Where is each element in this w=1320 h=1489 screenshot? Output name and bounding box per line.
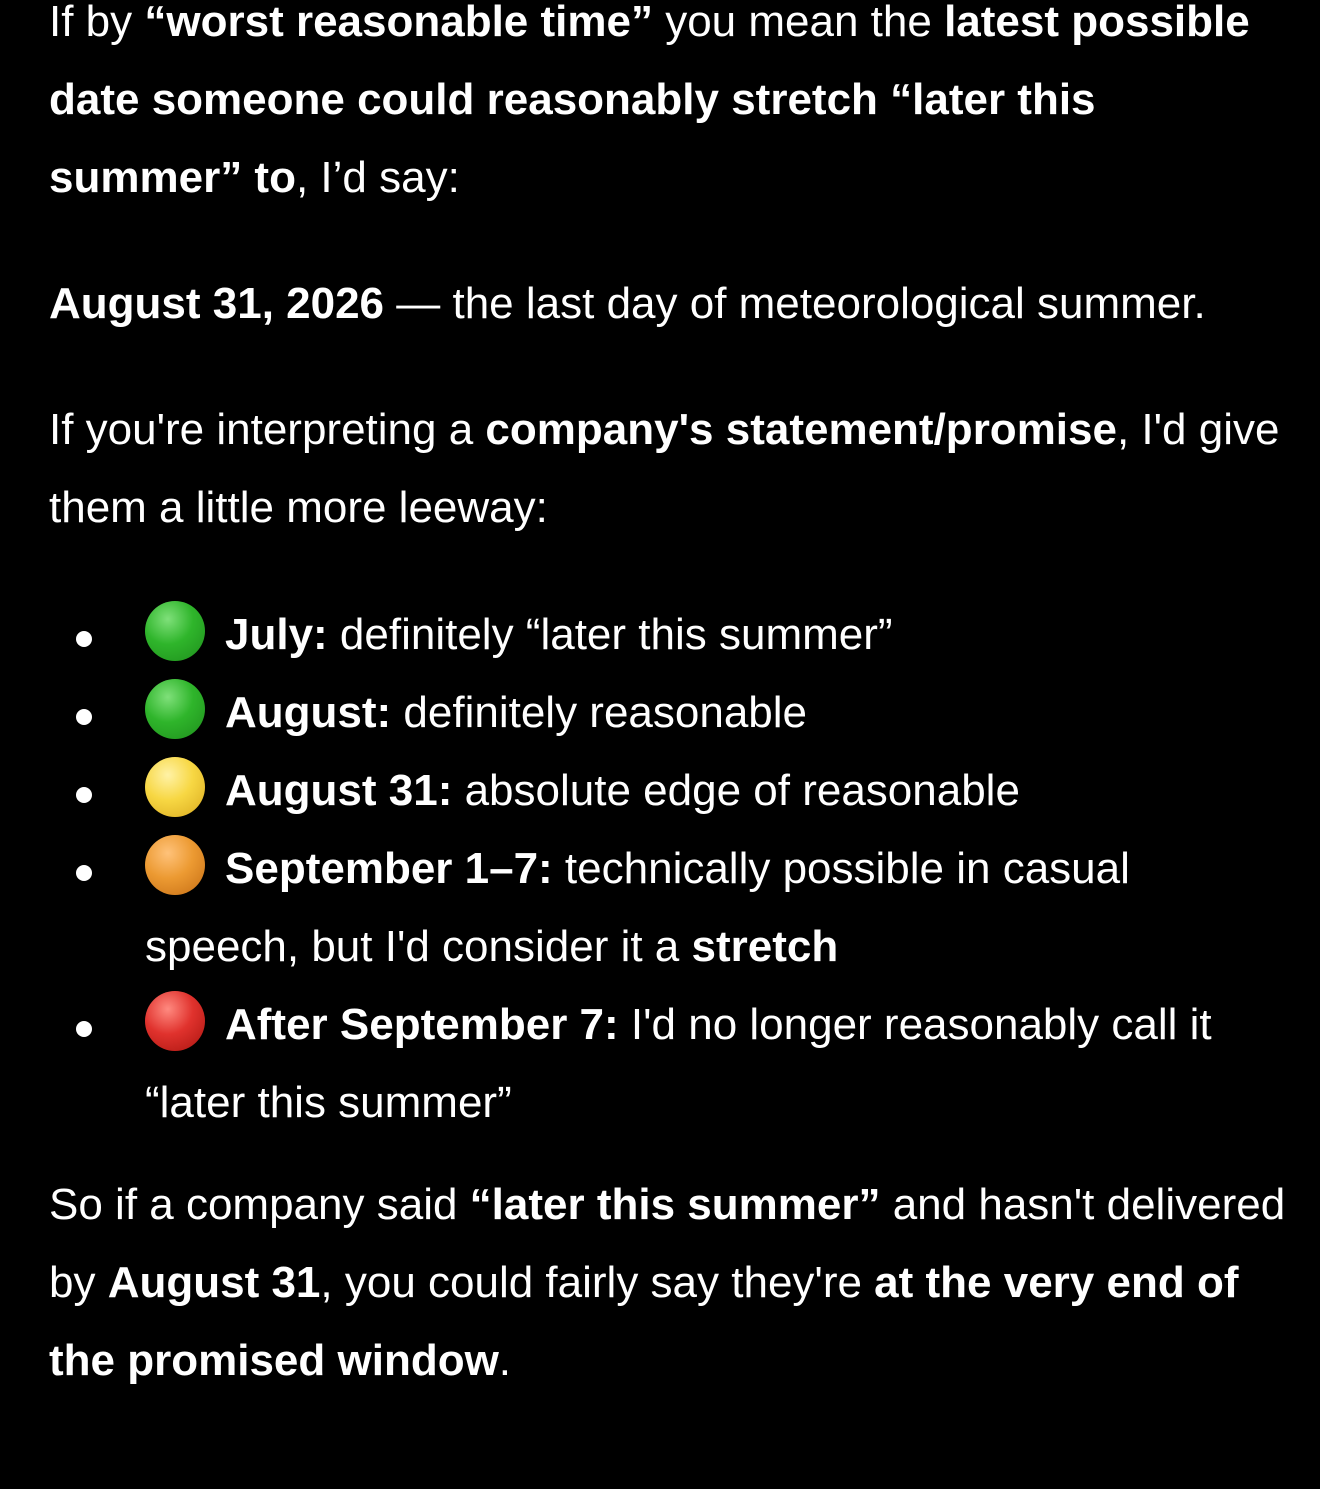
conclusion-text-4: .: [498, 1336, 512, 1385]
assistant-message: [49, 0, 1289, 1400]
list-item-text: technically possible in casual speech, but I'd consider it a: [145, 844, 1130, 971]
list-item-text: definitely reasonable: [391, 688, 808, 737]
list-item: [49, 752, 1289, 830]
conclusion-text-2: and hasn't delivered by: [49, 1180, 1286, 1307]
leeway-text-1: If you're interpreting a: [49, 405, 486, 454]
list-item: [49, 674, 1289, 752]
list-item-text: absolute edge of reasonable: [452, 766, 1020, 815]
conclusion-text-1: So if a company said: [49, 1180, 470, 1229]
list-item-bold-tail: stretch: [691, 922, 839, 971]
date-bold: August 31, 2026: [49, 279, 385, 328]
list-item: [49, 986, 1289, 1142]
conclusion-text-3: , you could fairly say they're: [320, 1258, 875, 1307]
yellow-circle-icon: [145, 757, 205, 817]
bullet-icon: [76, 709, 92, 725]
conclusion-paragraph: [49, 1166, 1289, 1400]
list-item: [49, 830, 1289, 986]
leeway-text-2: , I'd give them a little more leeway:: [49, 405, 1280, 532]
intro-text-3: , I’d say:: [295, 153, 460, 202]
bullet-icon: [76, 865, 92, 881]
list-item-label: August:: [225, 688, 392, 737]
intro-bold-1: “worst reasonable time”: [144, 0, 653, 46]
list-item-text: definitely “later this summer”: [327, 610, 893, 659]
intro-text-2: you mean the: [652, 0, 945, 46]
intro-bold-2: latest possible date someone could reasonably stretch “later this summer” to: [49, 0, 1250, 202]
green-circle-icon: [145, 679, 205, 739]
bullet-icon: [76, 787, 92, 803]
green-circle-icon: [145, 601, 205, 661]
intro-paragraph: [49, 0, 1289, 217]
date-text: — the last day of meteorological summer.: [384, 279, 1206, 328]
list-item-label: September 1–7:: [225, 844, 553, 893]
bullet-icon: [76, 1021, 92, 1037]
list-item-label: After September 7:: [225, 1000, 619, 1049]
leeway-paragraph: [49, 391, 1289, 547]
list-item: [49, 596, 1289, 674]
conclusion-bold-1: “later this summer”: [469, 1180, 881, 1229]
leeway-bold: company's statement/promise: [485, 405, 1117, 454]
intro-text-1: If by: [49, 0, 145, 46]
bullet-icon: [76, 631, 92, 647]
conclusion-bold-2: August 31: [107, 1258, 321, 1307]
timeline-list: [49, 596, 1289, 1142]
orange-circle-icon: [145, 835, 205, 895]
conclusion-bold-3: at the very end of the promised window: [49, 1258, 1239, 1385]
date-paragraph: [49, 265, 1289, 343]
list-item-text: I'd no longer reasonably call it “later this summer”: [145, 1000, 1212, 1127]
list-item-label: July:: [225, 610, 328, 659]
list-item-label: August 31:: [225, 766, 453, 815]
red-circle-icon: [145, 991, 205, 1051]
